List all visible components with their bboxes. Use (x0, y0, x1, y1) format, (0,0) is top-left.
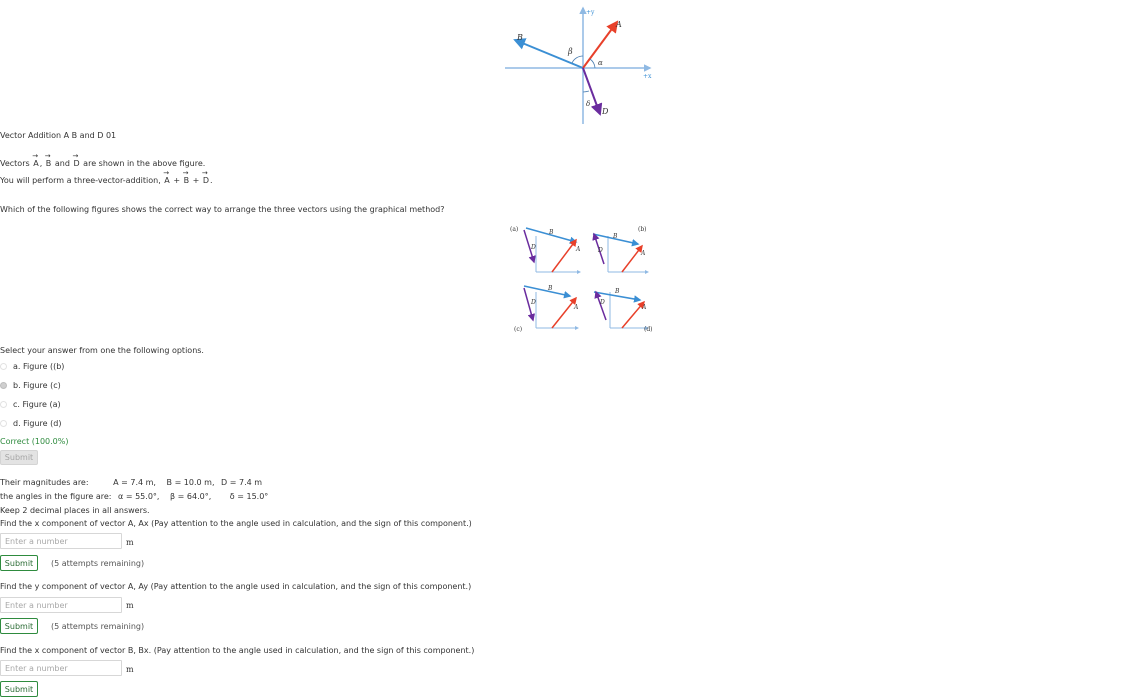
angles-label: the angles in the figure are: (0, 492, 112, 501)
option-label-c: (c) (514, 326, 523, 333)
option-c[interactable] (0, 400, 61, 409)
vector-figure-options (508, 222, 658, 334)
magnitude-B: B = 10.0 m, (166, 478, 215, 487)
perform-line (0, 176, 213, 185)
opt-d-B: B (615, 288, 620, 295)
feedback-correct: Correct (100.0%) (0, 437, 69, 446)
question-prompt: Which of the following figures shows the correct way to arrange the three vectors using the graphical method? (0, 205, 445, 214)
vector-B-symbol: → B (45, 159, 53, 168)
radio-b[interactable] (0, 382, 7, 389)
part-2-input[interactable] (0, 597, 122, 613)
opt-b-B: B (613, 233, 618, 240)
option-figure-d (594, 292, 648, 328)
opt-b-D: D (598, 247, 603, 254)
part-1-attempts: (5 attempts remaining) (51, 559, 145, 568)
plus-1: + (173, 176, 181, 185)
part-1-input[interactable] (0, 533, 122, 549)
vector-figure-top (505, 2, 660, 126)
part-3-prompt: Find the x component of vector B, Bx. (Pay attention to the angle used in calculation, and the sign of this component.) (0, 646, 475, 655)
angles-line (0, 492, 268, 501)
label-plus-y: +y (586, 9, 595, 16)
angle-arc-alpha (590, 59, 595, 68)
option-d-label: d. Figure (d) (13, 419, 62, 428)
decimals-note: Keep 2 decimal places in all answers. (0, 506, 150, 515)
angle-arc-delta (583, 91, 589, 92)
part-1-unit: m (126, 538, 134, 547)
magnitudes-label: Their magnitudes are: (0, 478, 89, 487)
angle-delta: δ = 15.0° (229, 492, 269, 501)
part-3-input[interactable] (0, 660, 122, 676)
magnitude-A: A = 7.4 m, (113, 478, 156, 487)
option-label-d: (d) (644, 326, 653, 333)
label-A: A (616, 20, 622, 29)
sum-A-symbol: → A (163, 176, 170, 185)
plus-2: + (192, 176, 200, 185)
angle-alpha: α = 55.0°, (118, 492, 160, 501)
vector-B-arrow (515, 40, 583, 68)
opt-c-D: D (531, 299, 536, 306)
label-delta: δ (586, 100, 591, 108)
opt-b-A: A (641, 250, 646, 257)
option-figure-c (524, 286, 578, 328)
option-d[interactable] (0, 419, 61, 428)
perform-end: . (210, 176, 213, 185)
select-label: Select your answer from one the following options. (0, 346, 204, 355)
sum-B-symbol: → B (183, 176, 191, 185)
part-2-attempts: (5 attempts remaining) (51, 622, 145, 631)
opt-a-D: D (531, 244, 536, 251)
magnitude-D: D = 7.4 m (221, 478, 263, 487)
part-3-unit: m (126, 665, 134, 674)
vector-D-symbol: → D (72, 159, 80, 168)
option-label-a: (a) (510, 226, 519, 233)
opt-d-D: D (600, 299, 605, 306)
intro-line: Vectors → A, → B and → D are shown in the above figure. (0, 159, 205, 168)
option-a[interactable] (0, 362, 64, 371)
option-a-label: a. Figure ((b) (13, 362, 65, 371)
part-3-submit-button[interactable]: Submit (0, 681, 38, 697)
submit-button-disabled[interactable]: Submit (0, 450, 38, 465)
part-2-prompt: Find the y component of vector A, Ay (Pay attention to the angle used in calculation, and the sign of this component.) (0, 582, 472, 591)
opt-a-B: B (549, 229, 554, 236)
intro-pre: Vectors (0, 159, 30, 168)
part-2-unit: m (126, 601, 134, 610)
sum-D-symbol: → D (202, 176, 210, 185)
opt-a-A: A (576, 246, 581, 253)
vector-A-symbol: → A (32, 159, 39, 168)
option-c-label: c. Figure (a) (13, 400, 61, 409)
part-2-submit-button[interactable]: Submit (0, 618, 38, 634)
option-label-b: (b) (638, 226, 647, 233)
opt-c-B: B (548, 285, 553, 292)
question-title: Vector Addition A B and D 01 (0, 131, 117, 140)
label-plus-x: +x (643, 73, 652, 80)
angle-arc-beta (572, 56, 583, 63)
option-b[interactable] (0, 381, 61, 390)
label-beta: β (568, 47, 573, 56)
option-b-label: b. Figure (c) (13, 381, 61, 390)
label-D: D (602, 107, 609, 116)
opt-d-A: A (642, 304, 647, 311)
intro-post: are shown in the above figure. (83, 159, 206, 168)
part-1-prompt: Find the x component of vector A, Ax (Pay attention to the angle used in calculation, and the sign of this component.) (0, 519, 472, 528)
angle-beta: β = 64.0°, (170, 492, 212, 501)
radio-d[interactable] (0, 420, 7, 427)
label-alpha: α (598, 59, 603, 67)
magnitudes-line (0, 478, 262, 487)
part-1-submit-button[interactable]: Submit (0, 555, 38, 571)
label-B: B (517, 33, 523, 42)
radio-c[interactable] (0, 401, 7, 408)
opt-c-A: A (574, 304, 579, 311)
perform-pre: You will perform a three-vector-addition, (0, 176, 161, 185)
radio-a[interactable] (0, 363, 7, 370)
intro-and: and (54, 159, 70, 168)
